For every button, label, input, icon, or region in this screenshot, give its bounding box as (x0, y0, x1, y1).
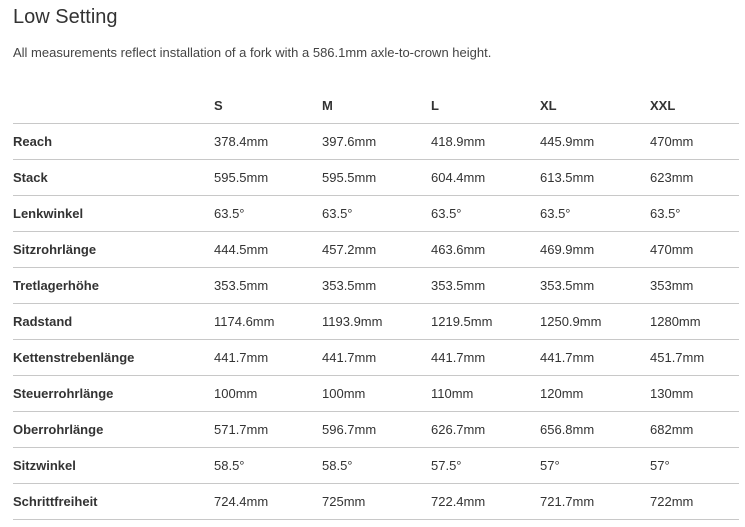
row-label: Sitzrohrlänge (13, 232, 214, 268)
table-cell: 571.7mm (214, 412, 322, 448)
table-cell: 353.5mm (322, 268, 431, 304)
table-cell: 725mm (322, 484, 431, 520)
table-header-row (13, 88, 739, 124)
table-row (13, 340, 739, 376)
table-cell: 626.7mm (431, 412, 540, 448)
table-cell: 130mm (650, 376, 739, 412)
table-cell: 444.5mm (214, 232, 322, 268)
table-cell: 63.5° (540, 196, 650, 232)
table-cell: 1250.9mm (540, 304, 650, 340)
table-cell: 57.5° (431, 448, 540, 484)
table-row (13, 304, 739, 340)
table-cell: 100mm (214, 376, 322, 412)
table-cell: 604.4mm (431, 160, 540, 196)
table-cell: 63.5° (322, 196, 431, 232)
table-cell: 441.7mm (540, 340, 650, 376)
table-cell: 724.4mm (214, 484, 322, 520)
header-size-l: L (431, 88, 540, 124)
geometry-table (13, 88, 739, 520)
table-cell: 656.8mm (540, 412, 650, 448)
table-cell: 613.5mm (540, 160, 650, 196)
table-cell: 100mm (322, 376, 431, 412)
row-label: Sitzwinkel (13, 448, 214, 484)
table-cell: 445.9mm (540, 124, 650, 160)
table-cell: 353.5mm (431, 268, 540, 304)
header-size-m: M (322, 88, 431, 124)
table-cell: 63.5° (650, 196, 739, 232)
table-cell: 463.6mm (431, 232, 540, 268)
table-cell: 58.5° (322, 448, 431, 484)
table-cell: 1174.6mm (214, 304, 322, 340)
table-cell: 63.5° (431, 196, 540, 232)
row-label: Tretlagerhöhe (13, 268, 214, 304)
header-corner (13, 88, 214, 124)
table-row (13, 484, 739, 520)
table-cell: 595.5mm (214, 160, 322, 196)
table-cell: 441.7mm (214, 340, 322, 376)
table-row (13, 196, 739, 232)
table-cell: 623mm (650, 160, 739, 196)
table-cell: 397.6mm (322, 124, 431, 160)
table-cell: 595.5mm (322, 160, 431, 196)
row-label: Oberrohrlänge (13, 412, 214, 448)
table-cell: 1219.5mm (431, 304, 540, 340)
table-row (13, 412, 739, 448)
header-size-xxl: XXL (650, 88, 739, 124)
table-cell: 1280mm (650, 304, 739, 340)
table-cell: 1193.9mm (322, 304, 431, 340)
table-cell: 722.4mm (431, 484, 540, 520)
table-cell: 57° (540, 448, 650, 484)
table-cell: 441.7mm (431, 340, 540, 376)
table-row (13, 232, 739, 268)
table-cell: 120mm (540, 376, 650, 412)
table-cell: 457.2mm (322, 232, 431, 268)
table-cell: 63.5° (214, 196, 322, 232)
table-cell: 353.5mm (540, 268, 650, 304)
table-cell: 418.9mm (431, 124, 540, 160)
table-cell: 110mm (431, 376, 540, 412)
row-label: Radstand (13, 304, 214, 340)
table-cell: 470mm (650, 232, 739, 268)
table-row (13, 160, 739, 196)
row-label: Lenkwinkel (13, 196, 214, 232)
page-subtitle: All measurements reflect installation of a fork with a 586.1mm axle-to-crown height. (13, 45, 492, 60)
table-cell: 353.5mm (214, 268, 322, 304)
row-label: Stack (13, 160, 214, 196)
table-cell: 58.5° (214, 448, 322, 484)
table-cell: 470mm (650, 124, 739, 160)
table-cell: 721.7mm (540, 484, 650, 520)
table-cell: 682mm (650, 412, 739, 448)
page-title: Low Setting (13, 6, 118, 28)
table-cell: 378.4mm (214, 124, 322, 160)
table-cell: 469.9mm (540, 232, 650, 268)
table-cell: 451.7mm (650, 340, 739, 376)
table-row (13, 268, 739, 304)
table-row (13, 448, 739, 484)
row-label: Reach (13, 124, 214, 160)
header-size-s: S (214, 88, 322, 124)
row-label: Schrittfreiheit (13, 484, 214, 520)
table-cell: 441.7mm (322, 340, 431, 376)
table-cell: 596.7mm (322, 412, 431, 448)
table-cell: 353mm (650, 268, 739, 304)
row-label: Kettenstrebenlänge (13, 340, 214, 376)
table-cell: 57° (650, 448, 739, 484)
table-row (13, 124, 739, 160)
row-label: Steuerrohrlänge (13, 376, 214, 412)
header-size-xl: XL (540, 88, 650, 124)
table-row (13, 376, 739, 412)
table-cell: 722mm (650, 484, 739, 520)
